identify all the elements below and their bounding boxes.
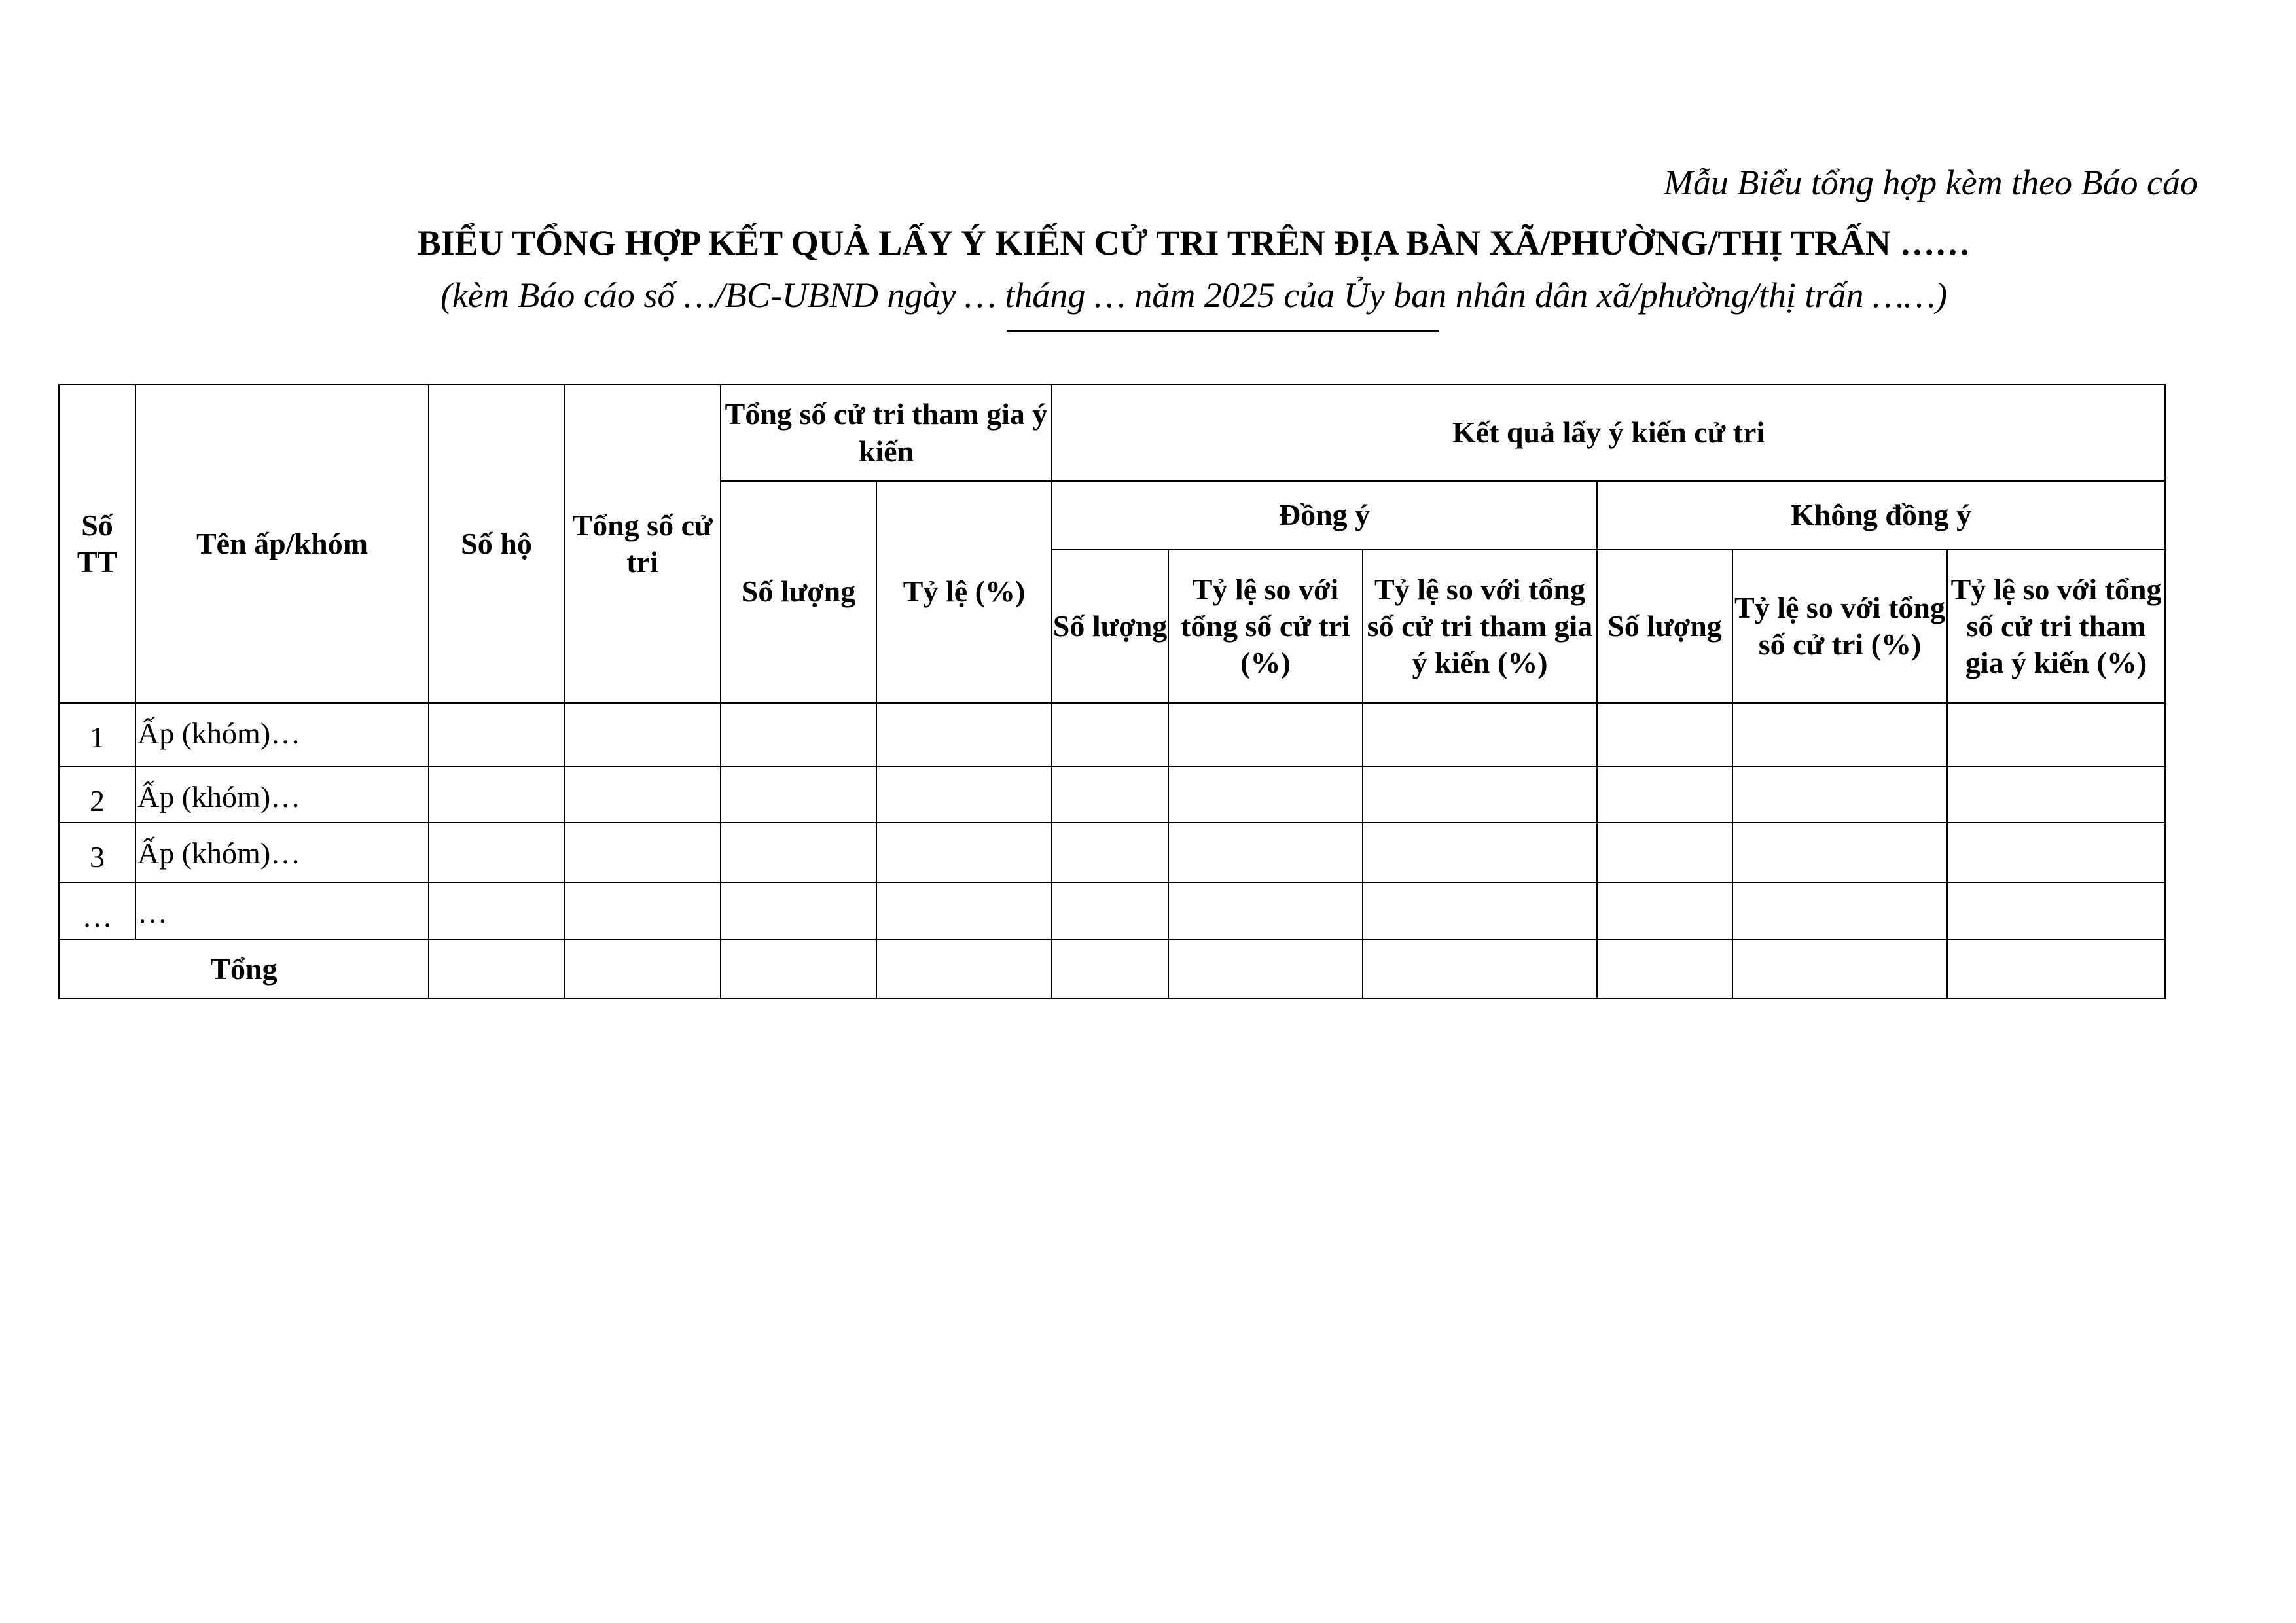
- row-name: Ấp (khóm)…: [135, 766, 429, 823]
- header-disagree-rate-participating: Tỷ lệ so với tổng số cử tri tham gia ý kiến (%): [1947, 550, 2165, 703]
- header-results-group: Kết quả lấy ý kiến cử tri: [1052, 385, 2165, 481]
- table-row: [59, 882, 2165, 940]
- row-name: …: [135, 882, 429, 940]
- row-stt: …: [59, 882, 135, 940]
- header-participating-count: Số lượng: [721, 481, 876, 703]
- header-disagree-rate-total: Tỷ lệ so với tổng số cử tri (%): [1732, 550, 1947, 703]
- header-agree-group: Đồng ý: [1052, 481, 1597, 550]
- header-disagree-count: Số lượng: [1597, 550, 1732, 703]
- row-stt: 3: [59, 823, 135, 882]
- row-name: Ấp (khóm)…: [135, 823, 429, 882]
- header-agree-count: Số lượng: [1052, 550, 1168, 703]
- table-row: [59, 766, 2165, 823]
- header-households: Số hộ: [429, 385, 564, 703]
- subtitle-underline: [1007, 330, 1439, 332]
- document-subtitle: (kèm Báo cáo số …/BC-UBND ngày … tháng … năm 2025 của Ủy ban nhân dân xã/phường/thị trấn ……): [440, 276, 1948, 315]
- header-disagree-group: Không đồng ý: [1597, 481, 2165, 550]
- header-participating-group: Tổng số cử tri tham gia ý kiến: [721, 385, 1052, 481]
- row-stt: 2: [59, 766, 135, 823]
- header-total-voters: Tổng số cử tri: [564, 385, 721, 703]
- header-agree-rate-participating: Tỷ lệ so với tổng số cử tri tham gia ý kiến (%): [1363, 550, 1597, 703]
- header-name: Tên ấp/khóm: [135, 385, 429, 703]
- table-row: [59, 823, 2165, 882]
- table-row: [59, 703, 2165, 766]
- summary-table: [58, 384, 2166, 999]
- total-label: Tổng: [59, 940, 429, 999]
- total-row: [59, 940, 2165, 999]
- document-title: BIỂU TỔNG HỢP KẾT QUẢ LẤY Ý KIẾN CỬ TRI TRÊN ĐỊA BÀN XÃ/PHƯỜNG/THỊ TRẤN ……: [417, 223, 1971, 262]
- header-stt: Số TT: [59, 385, 135, 703]
- row-stt: 1: [59, 703, 135, 766]
- template-note: Mẫu Biểu tổng hợp kèm theo Báo cáo: [1663, 163, 2198, 202]
- header-agree-rate-total: Tỷ lệ so với tổng số cử tri (%): [1168, 550, 1363, 703]
- row-name: Ấp (khóm)…: [135, 703, 429, 766]
- header-participating-rate: Tỷ lệ (%): [876, 481, 1052, 703]
